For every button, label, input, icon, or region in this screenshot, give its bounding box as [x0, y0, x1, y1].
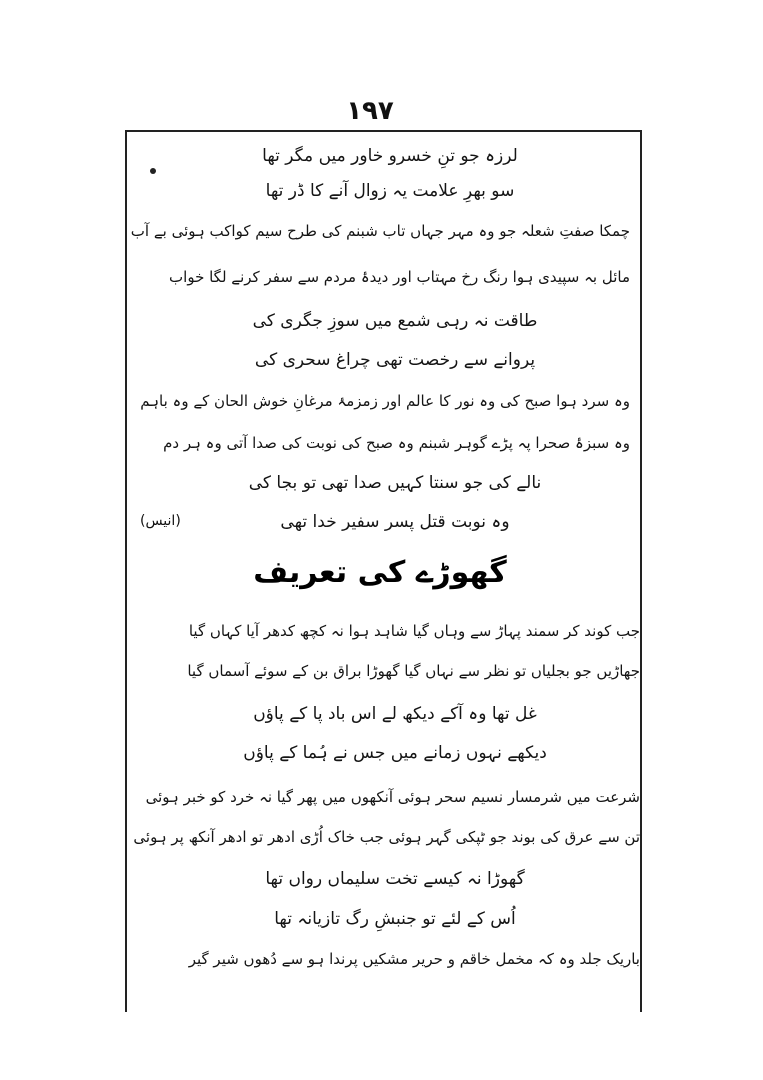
poem1-line-10: وہ نوبت قتل پسر سفیر خدا تھی	[280, 512, 510, 532]
margin-dot	[150, 168, 156, 174]
poem1-line-2: سو بھرِ علامت یہ زوال آنے کا ڈر تھا	[265, 181, 515, 201]
poem-attribution: (انیس)	[140, 513, 181, 529]
poem2-line-2: جھاڑیں جو بجلیاں تو نظر سے نہاں گیا گھوڑا براق بن کے سوئے آسماں گیا	[187, 662, 640, 680]
poem1-line-9: نالے کی جو سنتا کہیں صدا تھی تو بجا کی	[248, 473, 542, 493]
poem2-line-7: گھوڑا نہ کیسے تخت سلیماں رواں تھا	[265, 869, 525, 889]
poem2-line-4: دیکھے نہوں زمانے میں جس نے ہُما کے پاؤں	[243, 743, 547, 763]
poem2-line-6: تن سے عرق کی بوند جو ٹپکی گہر ہوئی جب خاک اُڑی ادھر تو ادھر آنکھ پر ہوئی	[133, 828, 640, 846]
poem2-line-8: اُس کے لئے تو جنبشِ رگ تازیانہ تھا	[274, 909, 516, 929]
poem2-line-9: باریک جلد وہ کہ مخمل خاقم و حریر مشکیں پرندا ہو سے دُھوں شیر گیر	[188, 950, 640, 968]
poem1-line-6: پروانے سے رخصت تھی چراغ سحری کی	[254, 350, 536, 370]
poem2-line-1: جب کوند کر سمند پہاڑ سے وہاں گیا شاہد ہوا نہ کچھ کدھر آیا کہاں گیا	[188, 622, 640, 640]
poem1-line-3: چمکا صفتِ شعلہ جو وہ مہر جہاں تاب شبنم کی طرح سیم کواکب ہوئی بے آب	[130, 222, 630, 240]
poem1-line-5: طاقت نہ رہی شمع میں سوزِ جگری کی	[252, 311, 538, 331]
poem1-line-7: وہ سرد ہوا صبح کی وہ نور کا عالم اور زمزمۂ مرغانِ خوش الحان کے وہ باہم	[140, 392, 630, 410]
page-number: ۱۹۷	[346, 96, 394, 126]
section-heading: گھوڑے کی تعریف	[253, 555, 507, 590]
poem2-line-3: غل تھا وہ آکے دیکھ لے اس باد پا کے پاؤں	[253, 704, 537, 724]
poem1-line-8: وہ سبزۂ صحرا پہ پڑے گوہر شبنم وہ صبح کی نوبت کی صدا آتی وہ ہر دم	[163, 434, 630, 452]
poem1-line-1: لرزہ جو تنِ خسرو خاور میں مگر تھا	[262, 146, 518, 166]
poem1-line-4: مائل بہ سپیدی ہوا رنگ رخ مہتاب اور دیدۂ مردم سے سفر کرنے لگا خواب	[169, 268, 630, 286]
poem2-line-5: شرعت میں شرمسار نسیم سحر ہوئی آنکھوں میں پھر گیا نہ خرد کو خبر ہوئی	[145, 788, 640, 806]
